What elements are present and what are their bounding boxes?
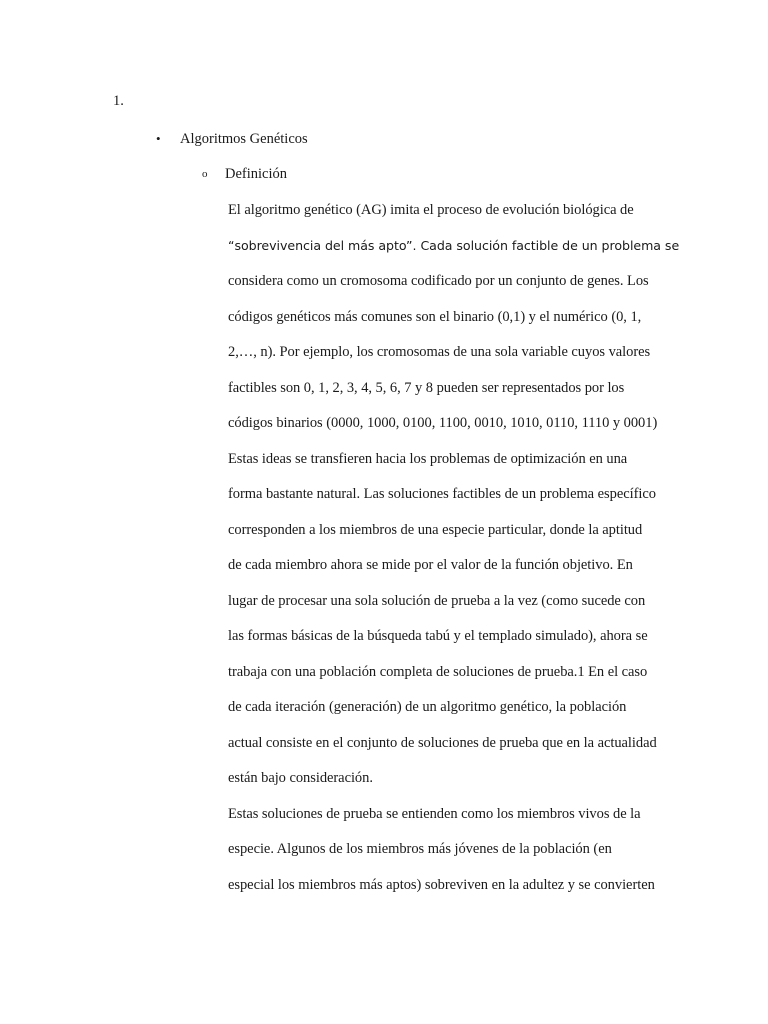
body-line: Estas ideas se transfieren hacia los problemas de optimización en una (228, 450, 628, 467)
list-number: 1. (113, 93, 124, 109)
body-line: especie. Algunos de los miembros más jóvenes de la población (en (228, 841, 612, 857)
bullet-icon: • (156, 131, 161, 146)
body-line: forma bastante natural. Las soluciones factibles de un problema específico (228, 486, 656, 502)
sub-heading: Definición (225, 166, 288, 182)
body-line: las formas básicas de la búsqueda tabú y el templado simulado), ahora se (228, 628, 648, 644)
body-line: considera como un cromosoma codificado por un conjunto de genes. Los (228, 273, 649, 289)
body-line: “sobrevivencia del más apto”. Cada solución factible de un problema se (228, 237, 680, 253)
body-line: corresponden a los miembros de una especie particular, donde la aptitud (228, 521, 643, 538)
circle-bullet-icon: o (202, 168, 208, 180)
body-line: de cada miembro ahora se mide por el valor de la función objetivo. En (228, 557, 633, 573)
body-line: están bajo consideración. (228, 770, 373, 786)
body-line: lugar de procesar una sola solución de prueba a la vez (como sucede con (228, 592, 646, 609)
body-text (228, 200, 688, 910)
bullet-heading: Algoritmos Genéticos (180, 131, 308, 147)
body-line: códigos genéticos más comunes son el binario (0,1) y el numérico (0, 1, (228, 308, 642, 325)
body-line: especial los miembros más aptos) sobreviven en la adultez y se convierten (228, 876, 655, 893)
body-line: 2,…, n). Por ejemplo, los cromosomas de una sola variable cuyos valores (228, 344, 651, 360)
body-line: factibles son 0, 1, 2, 3, 4, 5, 6, 7 y 8 pueden ser representados por los (228, 379, 625, 396)
sub-bullet-item (202, 164, 287, 184)
body-line: trabaja con una población completa de soluciones de prueba.1 En el caso (228, 663, 648, 680)
body-line: de cada iteración (generación) de un algoritmo genético, la población (228, 699, 627, 715)
body-line: El algoritmo genético (AG) imita el proceso de evolución biológica de (228, 202, 634, 218)
bullet-item (156, 129, 308, 149)
body-line: actual consiste en el conjunto de soluciones de prueba que en la actualidad (228, 734, 657, 751)
body-line: códigos binarios (0000, 1000, 0100, 1100, 0010, 1010, 0110, 1110 y 0001) (228, 415, 658, 431)
body-line: Estas soluciones de prueba se entienden como los miembros vivos de la (228, 805, 641, 822)
